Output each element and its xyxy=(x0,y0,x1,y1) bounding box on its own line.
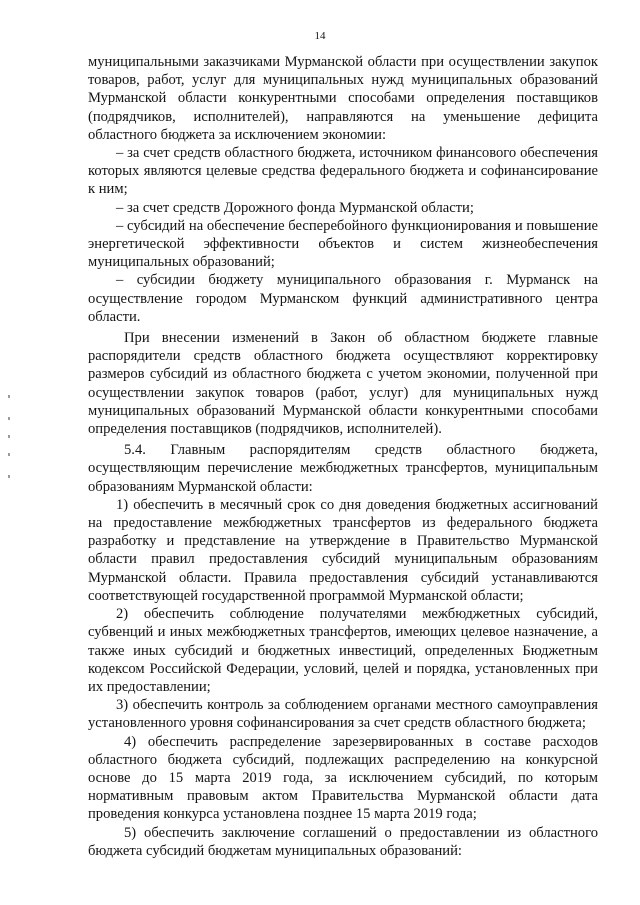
document-body xyxy=(88,53,598,860)
list-item-regional-budget: – за счет средств областного бюджета, источником финансового обеспечения которых являются целевые средства федерального бюджета и софинансирование к ним; xyxy=(88,145,598,198)
list-item-energy-subsidies: – субсидий на обеспечение бесперебойного функционирования и повышение энергетической эффективности объектов и систем жизнеобеспечения муниципальных образований; xyxy=(88,217,598,271)
list-item-road-fund: – за счет средств Дорожного фонда Мурманской области; xyxy=(116,199,474,216)
section-5-4-heading: 5.4. Главным распорядителям средств областного бюджета, осуществляющим перечисление межбюджетных трансфертов, муниципальным образованиям Мурманской области: xyxy=(88,442,598,495)
paragraph-intro-continuation: муниципальными заказчиками Мурманской области при осуществлении закупок товаров, работ, услуг для муниципальных нужд муниципальных образований Мурманской области конкурентными способами определения поставщиков (подрядчиков, исполнителей), направляются на уменьшение дефицита областного бюджета за исключением экономии: xyxy=(88,54,598,143)
section-item-5: 5) обеспечить заключение соглашений о предоставлении из областного бюджета субсидий бюджетам муниципальных образований: xyxy=(88,824,598,859)
scan-margin-marks xyxy=(8,395,16,485)
section-item-3: 3) обеспечить контроль за соблюдением органами местного самоуправления установленного уровня софинансирования за счет средств областного бюджета; xyxy=(88,697,598,732)
list-item-murmansk-subsidy: – субсидии бюджету муниципального образования г. Мурманск на осуществление городом Мурманском функций административного центра области. xyxy=(88,272,598,325)
section-item-4: 4) обеспечить распределение зарезервированных в составе расходов областного бюджета субсидий, подлежащих распределению на конкурсной основе до 15 марта 2019 года, за исключением субсидий, по которым нормативным правовым актом Правительства Мурманской области дата проведения конкурса установлена позднее 15 марта 2019 года; xyxy=(88,733,598,823)
page-number: 14 xyxy=(314,30,326,42)
paragraph-law-amendments: При внесении изменений в Закон об областном бюджете главные распорядители средств областного бюджета осуществляют корректировку размеров субсидий из областного бюджета с учетом экономии, полученной при осуществлении закупок товаров (работ, услуг) для муниципальных нужд муниципальных образований Мурманской области конкурентными способами определения поставщиков (подрядчиков, исполнителей). xyxy=(88,330,598,438)
section-item-2: 2) обеспечить соблюдение получателями межбюджетных субсидий, субвенций и иных межбюджетных трансфертов, имеющих целевое назначение, а также иных субсидий и бюджетных инвестиций, определенных Бюджетным кодексом Российской Федерации, условий, целей и порядка, установленных при их предоставлении; xyxy=(88,606,598,695)
section-item-1: 1) обеспечить в месячный срок со дня доведения бюджетных ассигнований на предоставление межбюджетных трансфертов из федерального бюджета разработку и представление на утверждение в Правительство Мурманской области правил предоставления субсидий муниципальным образованиям Мурманской области. Правила предоставления субсидий устанавливаются соответствующей государственной программой Мурманской области; xyxy=(88,496,598,604)
